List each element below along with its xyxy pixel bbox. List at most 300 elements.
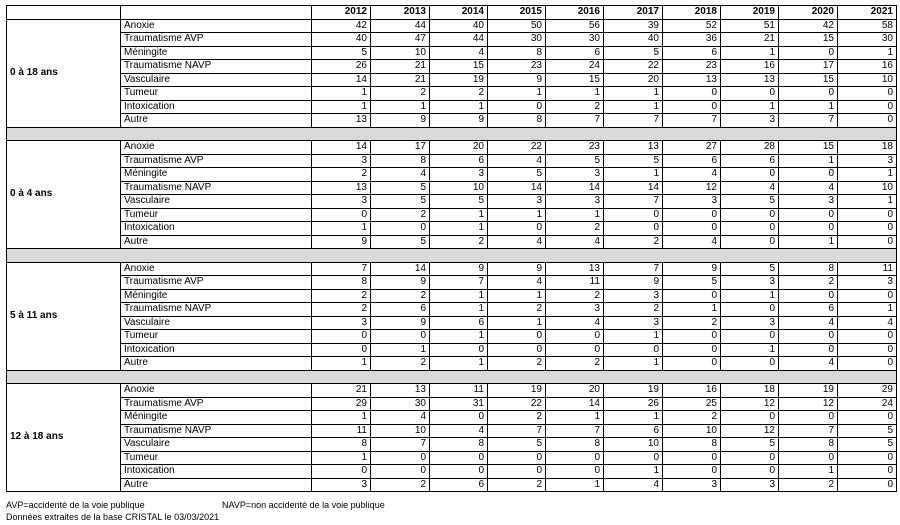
value-cell: 40 <box>430 19 488 33</box>
value-cell: 22 <box>488 397 546 411</box>
value-cell: 2 <box>371 289 430 303</box>
value-cell: 3 <box>430 168 488 182</box>
value-cell: 1 <box>312 411 371 425</box>
year-header: 2016 <box>546 6 604 20</box>
value-cell: 0 <box>546 343 604 357</box>
table-row <box>7 33 897 47</box>
value-cell: 14 <box>488 181 546 195</box>
value-cell: 0 <box>604 343 663 357</box>
value-cell: 0 <box>721 87 779 101</box>
value-cell: 3 <box>604 289 663 303</box>
value-cell: 1 <box>546 411 604 425</box>
table-row <box>7 235 897 249</box>
value-cell: 1 <box>779 235 838 249</box>
table-row <box>7 384 897 398</box>
table-row <box>7 19 897 33</box>
value-cell: 7 <box>312 262 371 276</box>
value-cell: 0 <box>779 411 838 425</box>
value-cell: 5 <box>371 195 430 209</box>
table-row <box>7 114 897 128</box>
value-cell: 11 <box>838 262 897 276</box>
year-header: 2021 <box>838 6 897 20</box>
value-cell: 3 <box>663 195 721 209</box>
table-row <box>7 343 897 357</box>
value-cell: 4 <box>488 154 546 168</box>
value-cell: 0 <box>488 451 546 465</box>
value-cell: 1 <box>546 87 604 101</box>
value-cell: 0 <box>779 208 838 222</box>
value-cell: 0 <box>779 168 838 182</box>
value-cell: 1 <box>546 208 604 222</box>
value-cell: 19 <box>779 384 838 398</box>
category-cell: Tumeur <box>121 451 312 465</box>
value-cell: 0 <box>838 465 897 479</box>
year-header: 2013 <box>371 6 430 20</box>
value-cell: 7 <box>546 114 604 128</box>
value-cell: 0 <box>604 208 663 222</box>
value-cell: 0 <box>546 465 604 479</box>
value-cell: 0 <box>779 330 838 344</box>
category-cell: Autre <box>121 114 312 128</box>
value-cell: 0 <box>721 222 779 236</box>
value-cell: 8 <box>488 46 546 60</box>
table-row <box>7 141 897 155</box>
value-cell: 17 <box>371 141 430 155</box>
value-cell: 0 <box>663 451 721 465</box>
value-cell: 14 <box>371 262 430 276</box>
value-cell: 15 <box>779 33 838 47</box>
value-cell: 0 <box>838 87 897 101</box>
value-cell: 3 <box>721 316 779 330</box>
value-cell: 23 <box>488 60 546 74</box>
value-cell: 0 <box>838 343 897 357</box>
category-cell: Vasculaire <box>121 73 312 87</box>
table-row <box>7 303 897 317</box>
value-cell: 0 <box>663 343 721 357</box>
value-cell: 11 <box>546 276 604 290</box>
value-cell: 44 <box>430 33 488 47</box>
category-cell: Vasculaire <box>121 316 312 330</box>
value-cell: 39 <box>604 19 663 33</box>
value-cell: 2 <box>430 235 488 249</box>
value-cell: 4 <box>488 235 546 249</box>
value-cell: 0 <box>721 235 779 249</box>
value-cell: 7 <box>604 114 663 128</box>
value-cell: 20 <box>430 141 488 155</box>
value-cell: 21 <box>371 60 430 74</box>
value-cell: 15 <box>779 141 838 155</box>
value-cell: 3 <box>604 316 663 330</box>
age-group-label: 0 à 4 ans <box>7 141 121 249</box>
value-cell: 1 <box>488 289 546 303</box>
category-cell: Traumatisme NAVP <box>121 181 312 195</box>
value-cell: 6 <box>663 46 721 60</box>
value-cell: 2 <box>371 357 430 371</box>
year-header: 2012 <box>312 6 371 20</box>
value-cell: 0 <box>721 451 779 465</box>
value-cell: 1 <box>371 100 430 114</box>
value-cell: 0 <box>312 208 371 222</box>
value-cell: 2 <box>312 289 371 303</box>
value-cell: 21 <box>312 384 371 398</box>
table-row <box>7 181 897 195</box>
category-cell: Intoxication <box>121 465 312 479</box>
value-cell: 6 <box>371 303 430 317</box>
value-cell: 0 <box>779 46 838 60</box>
table-row <box>7 465 897 479</box>
value-cell: 0 <box>721 411 779 425</box>
value-cell: 22 <box>604 60 663 74</box>
group-separator <box>7 370 897 384</box>
value-cell: 12 <box>721 397 779 411</box>
table-row <box>7 451 897 465</box>
value-cell: 0 <box>430 343 488 357</box>
value-cell: 30 <box>838 33 897 47</box>
value-cell: 36 <box>663 33 721 47</box>
value-cell: 51 <box>721 19 779 33</box>
value-cell: 5 <box>546 154 604 168</box>
value-cell: 0 <box>312 343 371 357</box>
value-cell: 10 <box>663 424 721 438</box>
table-row <box>7 262 897 276</box>
value-cell: 12 <box>663 181 721 195</box>
value-cell: 0 <box>488 100 546 114</box>
value-cell: 1 <box>604 87 663 101</box>
category-cell: Anoxie <box>121 384 312 398</box>
value-cell: 1 <box>838 168 897 182</box>
value-cell: 0 <box>779 343 838 357</box>
value-cell: 1 <box>779 154 838 168</box>
footnote-avp: AVP=accidenté de la voie publique <box>6 500 145 510</box>
value-cell: 2 <box>371 87 430 101</box>
value-cell: 1 <box>488 208 546 222</box>
value-cell: 30 <box>371 397 430 411</box>
value-cell: 0 <box>838 208 897 222</box>
value-cell: 3 <box>721 114 779 128</box>
value-cell: 13 <box>371 384 430 398</box>
value-cell: 0 <box>488 343 546 357</box>
group-separator <box>7 127 897 141</box>
category-cell: Tumeur <box>121 330 312 344</box>
value-cell: 22 <box>488 141 546 155</box>
value-cell: 0 <box>371 330 430 344</box>
value-cell: 0 <box>721 330 779 344</box>
value-cell: 5 <box>371 235 430 249</box>
value-cell: 2 <box>312 303 371 317</box>
value-cell: 1 <box>779 100 838 114</box>
value-cell: 0 <box>779 451 838 465</box>
value-cell: 1 <box>721 100 779 114</box>
table-row <box>7 195 897 209</box>
value-cell: 0 <box>838 357 897 371</box>
value-cell: 1 <box>663 303 721 317</box>
category-cell: Intoxication <box>121 343 312 357</box>
year-header: 2017 <box>604 6 663 20</box>
value-cell: 29 <box>838 384 897 398</box>
value-cell: 5 <box>838 424 897 438</box>
value-cell: 1 <box>312 222 371 236</box>
category-cell: Tumeur <box>121 208 312 222</box>
table-row <box>7 438 897 452</box>
value-cell: 3 <box>721 478 779 492</box>
value-cell: 6 <box>779 303 838 317</box>
table-row <box>7 60 897 74</box>
table-row <box>7 316 897 330</box>
value-cell: 10 <box>371 46 430 60</box>
value-cell: 24 <box>546 60 604 74</box>
value-cell: 4 <box>779 316 838 330</box>
value-cell: 0 <box>779 222 838 236</box>
value-cell: 1 <box>430 330 488 344</box>
value-cell: 0 <box>838 100 897 114</box>
value-cell: 13 <box>312 181 371 195</box>
value-cell: 2 <box>546 357 604 371</box>
value-cell: 1 <box>430 357 488 371</box>
value-cell: 13 <box>312 114 371 128</box>
value-cell: 1 <box>312 357 371 371</box>
value-cell: 9 <box>430 114 488 128</box>
value-cell: 8 <box>430 438 488 452</box>
value-cell: 5 <box>488 168 546 182</box>
value-cell: 0 <box>721 357 779 371</box>
category-cell: Méningite <box>121 46 312 60</box>
value-cell: 56 <box>546 19 604 33</box>
table-row <box>7 276 897 290</box>
value-cell: 23 <box>546 141 604 155</box>
value-cell: 7 <box>604 195 663 209</box>
value-cell: 18 <box>721 384 779 398</box>
value-cell: 0 <box>371 465 430 479</box>
value-cell: 28 <box>721 141 779 155</box>
value-cell: 6 <box>430 316 488 330</box>
value-cell: 1 <box>430 222 488 236</box>
value-cell: 4 <box>663 168 721 182</box>
value-cell: 44 <box>371 19 430 33</box>
value-cell: 1 <box>604 100 663 114</box>
category-cell: Intoxication <box>121 100 312 114</box>
category-cell: Tumeur <box>121 87 312 101</box>
value-cell: 1 <box>721 46 779 60</box>
category-cell: Anoxie <box>121 141 312 155</box>
value-cell: 0 <box>430 465 488 479</box>
value-cell: 3 <box>312 154 371 168</box>
category-cell: Autre <box>121 235 312 249</box>
value-cell: 2 <box>546 222 604 236</box>
value-cell: 19 <box>604 384 663 398</box>
table-row <box>7 478 897 492</box>
header-row <box>7 6 897 20</box>
value-cell: 2 <box>312 168 371 182</box>
value-cell: 9 <box>371 276 430 290</box>
value-cell: 1 <box>430 303 488 317</box>
value-cell: 0 <box>663 289 721 303</box>
value-cell: 0 <box>721 168 779 182</box>
table-row <box>7 154 897 168</box>
value-cell: 2 <box>546 100 604 114</box>
category-cell: Traumatisme AVP <box>121 397 312 411</box>
value-cell: 8 <box>779 262 838 276</box>
value-cell: 2 <box>371 478 430 492</box>
age-group-label: 5 à 11 ans <box>7 262 121 370</box>
value-cell: 0 <box>721 303 779 317</box>
value-cell: 1 <box>604 168 663 182</box>
value-cell: 2 <box>488 357 546 371</box>
value-cell: 15 <box>430 60 488 74</box>
value-cell: 0 <box>663 465 721 479</box>
value-cell: 7 <box>546 424 604 438</box>
value-cell: 1 <box>312 451 371 465</box>
value-cell: 5 <box>371 181 430 195</box>
value-cell: 3 <box>663 478 721 492</box>
category-cell: Vasculaire <box>121 195 312 209</box>
value-cell: 19 <box>488 384 546 398</box>
value-cell: 14 <box>312 73 371 87</box>
value-cell: 3 <box>546 168 604 182</box>
value-cell: 4 <box>546 316 604 330</box>
value-cell: 0 <box>312 465 371 479</box>
value-cell: 2 <box>663 411 721 425</box>
value-cell: 5 <box>312 46 371 60</box>
value-cell: 3 <box>312 316 371 330</box>
category-cell: Traumatisme NAVP <box>121 303 312 317</box>
value-cell: 5 <box>488 438 546 452</box>
value-cell: 7 <box>779 424 838 438</box>
value-cell: 0 <box>838 478 897 492</box>
table-row <box>7 289 897 303</box>
value-cell: 20 <box>546 384 604 398</box>
value-cell: 0 <box>663 208 721 222</box>
table-row <box>7 100 897 114</box>
value-cell: 11 <box>430 384 488 398</box>
year-header: 2020 <box>779 6 838 20</box>
value-cell: 42 <box>312 19 371 33</box>
value-cell: 0 <box>838 114 897 128</box>
age-group-label: 0 à 18 ans <box>7 19 121 127</box>
value-cell: 16 <box>838 60 897 74</box>
table-row <box>7 411 897 425</box>
value-cell: 42 <box>779 19 838 33</box>
value-cell: 0 <box>663 222 721 236</box>
value-cell: 0 <box>779 289 838 303</box>
separator-cell <box>7 127 897 141</box>
value-cell: 26 <box>312 60 371 74</box>
value-cell: 18 <box>838 141 897 155</box>
value-cell: 3 <box>312 478 371 492</box>
table-row <box>7 46 897 60</box>
value-cell: 14 <box>546 397 604 411</box>
value-cell: 1 <box>371 343 430 357</box>
value-cell: 9 <box>312 235 371 249</box>
year-header: 2019 <box>721 6 779 20</box>
value-cell: 1 <box>779 465 838 479</box>
value-cell: 4 <box>546 235 604 249</box>
value-cell: 0 <box>838 289 897 303</box>
value-cell: 1 <box>604 411 663 425</box>
value-cell: 5 <box>663 276 721 290</box>
value-cell: 7 <box>371 438 430 452</box>
value-cell: 23 <box>663 60 721 74</box>
value-cell: 2 <box>488 303 546 317</box>
category-cell: Traumatisme AVP <box>121 33 312 47</box>
value-cell: 4 <box>779 181 838 195</box>
value-cell: 0 <box>371 222 430 236</box>
value-cell: 12 <box>721 424 779 438</box>
value-cell: 0 <box>546 451 604 465</box>
value-cell: 6 <box>430 154 488 168</box>
year-header: 2014 <box>430 6 488 20</box>
value-cell: 2 <box>371 208 430 222</box>
value-cell: 1 <box>430 208 488 222</box>
value-cell: 2 <box>663 316 721 330</box>
value-cell: 0 <box>721 208 779 222</box>
value-cell: 10 <box>371 424 430 438</box>
value-cell: 31 <box>430 397 488 411</box>
value-cell: 0 <box>430 451 488 465</box>
value-cell: 7 <box>663 114 721 128</box>
value-cell: 1 <box>838 195 897 209</box>
value-cell: 13 <box>604 141 663 155</box>
value-cell: 1 <box>721 289 779 303</box>
value-cell: 2 <box>779 276 838 290</box>
value-cell: 9 <box>488 262 546 276</box>
value-cell: 1 <box>430 289 488 303</box>
value-cell: 0 <box>371 451 430 465</box>
table-row <box>7 357 897 371</box>
value-cell: 9 <box>604 276 663 290</box>
footnotes <box>6 499 385 523</box>
value-cell: 5 <box>838 438 897 452</box>
value-cell: 8 <box>779 438 838 452</box>
value-cell: 52 <box>663 19 721 33</box>
value-cell: 6 <box>604 424 663 438</box>
value-cell: 1 <box>546 478 604 492</box>
value-cell: 0 <box>663 100 721 114</box>
value-cell: 50 <box>488 19 546 33</box>
value-cell: 13 <box>721 73 779 87</box>
value-cell: 8 <box>546 438 604 452</box>
value-cell: 9 <box>663 262 721 276</box>
value-cell: 0 <box>312 330 371 344</box>
value-cell: 4 <box>430 424 488 438</box>
value-cell: 10 <box>838 181 897 195</box>
value-cell: 10 <box>430 181 488 195</box>
value-cell: 6 <box>546 46 604 60</box>
value-cell: 7 <box>779 114 838 128</box>
value-cell: 10 <box>838 73 897 87</box>
value-cell: 3 <box>546 195 604 209</box>
value-cell: 30 <box>488 33 546 47</box>
value-cell: 1 <box>312 87 371 101</box>
value-cell: 0 <box>488 330 546 344</box>
value-cell: 14 <box>604 181 663 195</box>
category-cell: Traumatisme AVP <box>121 154 312 168</box>
value-cell: 16 <box>721 60 779 74</box>
table-row <box>7 208 897 222</box>
value-cell: 4 <box>371 411 430 425</box>
category-cell: Traumatisme NAVP <box>121 60 312 74</box>
value-cell: 47 <box>371 33 430 47</box>
value-cell: 17 <box>779 60 838 74</box>
value-cell: 24 <box>838 397 897 411</box>
table-row <box>7 397 897 411</box>
separator-cell <box>7 370 897 384</box>
table-row <box>7 73 897 87</box>
value-cell: 15 <box>546 73 604 87</box>
value-cell: 10 <box>604 438 663 452</box>
value-cell: 3 <box>779 195 838 209</box>
value-cell: 1 <box>488 87 546 101</box>
value-cell: 8 <box>488 114 546 128</box>
